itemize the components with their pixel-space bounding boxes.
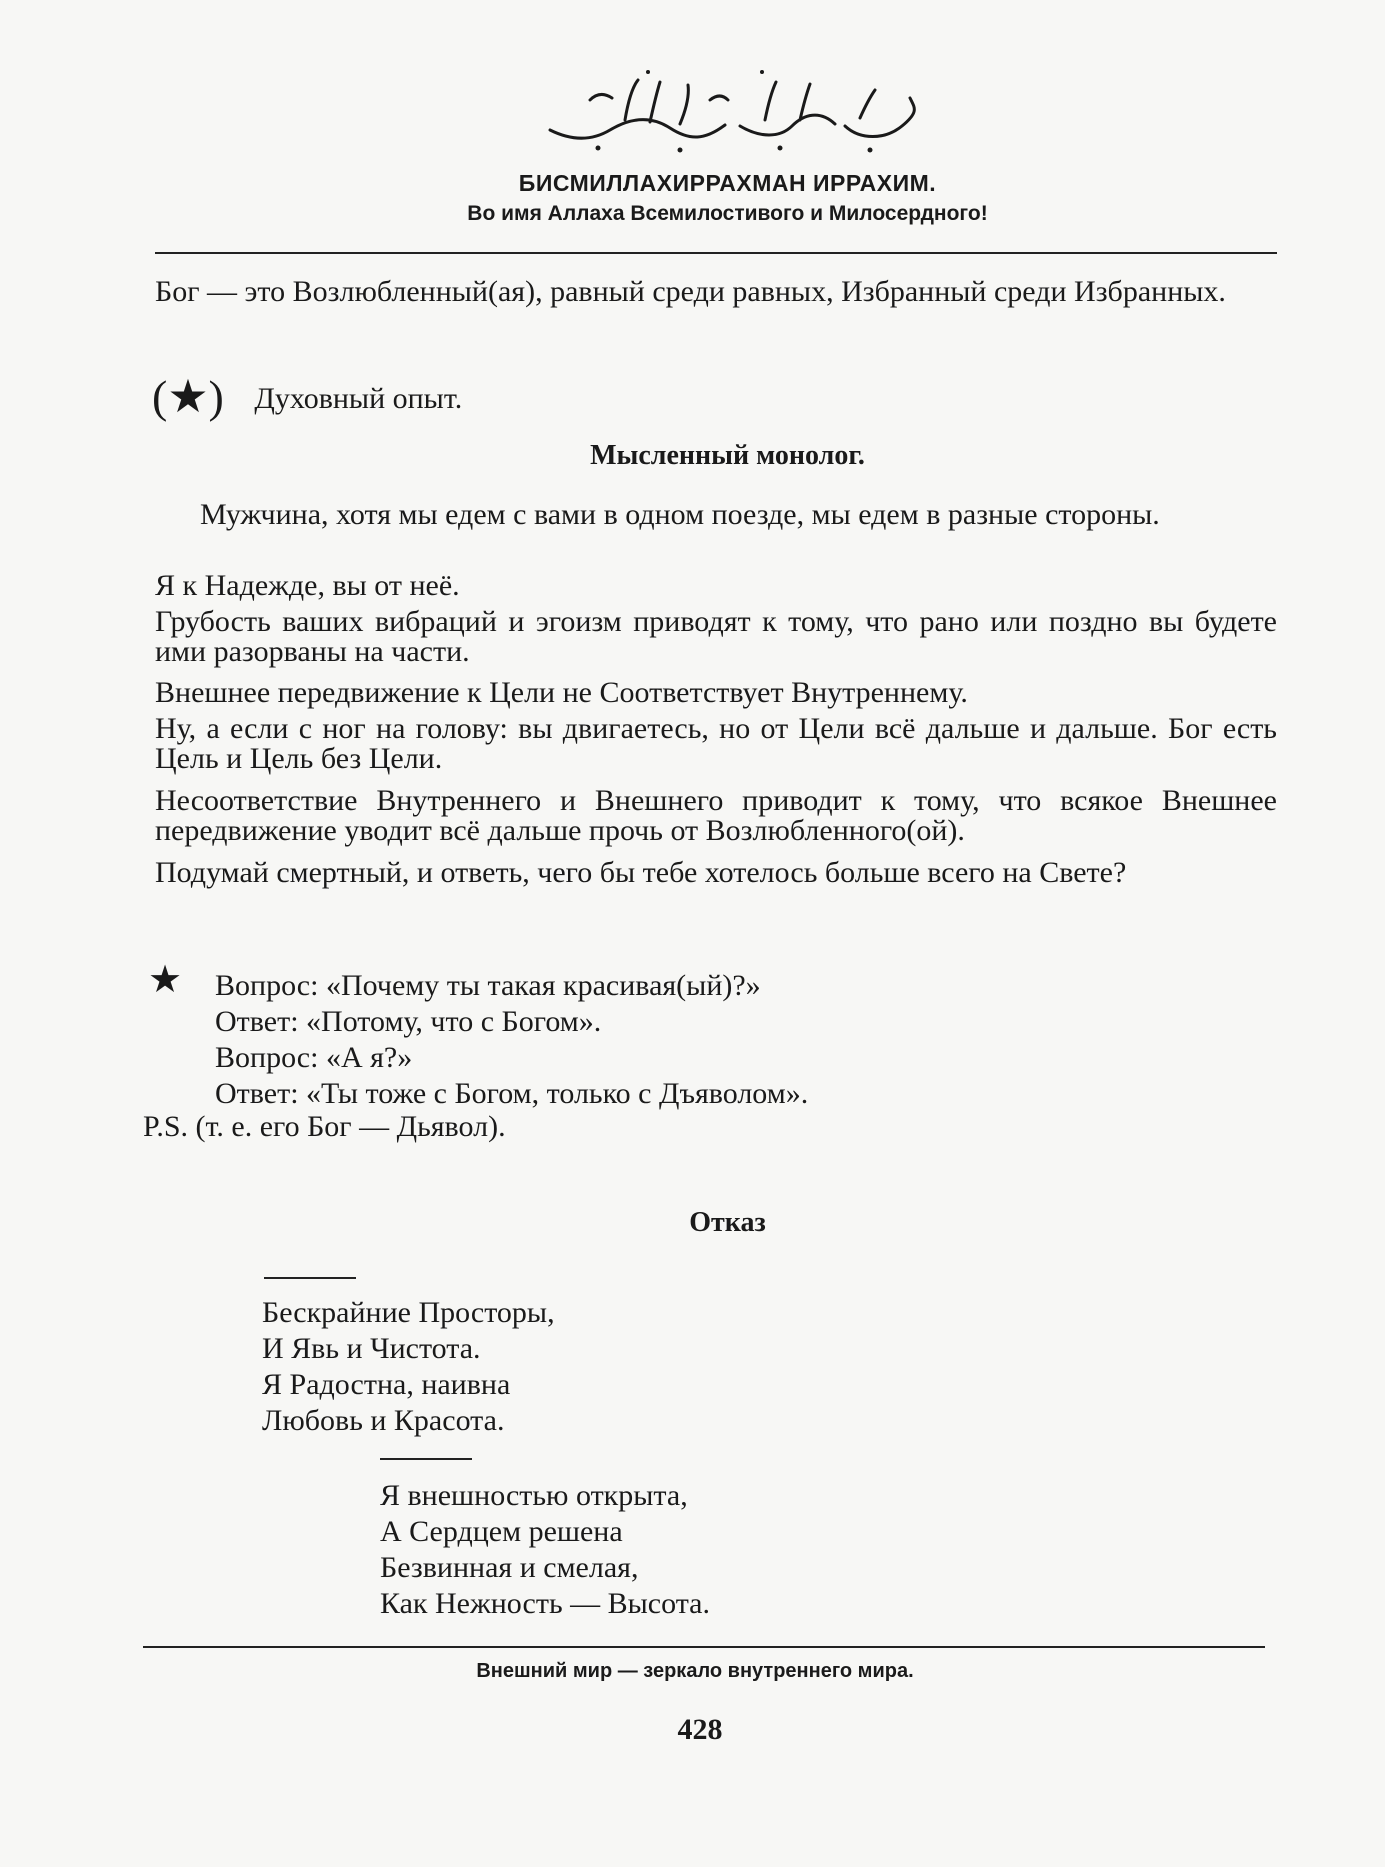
poem-stanza-1 [262, 1295, 555, 1439]
dialog-line: Вопрос: «А я?» [215, 1041, 413, 1074]
poem-line: А Сердцем решена [380, 1515, 623, 1548]
dialog-line: Вопрос: «Почему ты такая красивая(ый)?» [215, 969, 761, 1002]
intro-paragraph: Бог — это Возлюбленный(ая), равный среди равных, Избранный среди Избранных. [155, 275, 1226, 308]
monologue-line: Я к Надежде, вы от неё. [155, 569, 460, 602]
poem-line: Бескрайние Просторы, [262, 1296, 555, 1329]
monologue-line: Мужчина, хотя мы едем с вами в одном поезде, мы едем в разные стороны. [200, 498, 1160, 531]
poem-line: Как Нежность — Высота. [380, 1587, 710, 1620]
experience-label: Духовный опыт. [254, 382, 463, 415]
poem-line: Любовь и Красота. [262, 1404, 505, 1437]
monologue-line: Грубость ваших вибраций и эгоизм приводят к тому, что рано или поздно вы будете ими разорваны на части. [155, 605, 1277, 668]
monologue-line: Подумай смертный, и ответь, чего бы тебе хотелось больше всего на Свете? [155, 856, 1127, 889]
stanza-divider [380, 1458, 472, 1460]
dialog-line: Ответ: «Потому, что с Богом». [215, 1005, 602, 1038]
poem-line: Я Радостна, наивна [262, 1368, 511, 1401]
poem-title: Отказ [689, 1207, 766, 1238]
page-number: 428 [677, 1713, 723, 1746]
poem-line: Безвинная и смелая, [380, 1551, 639, 1584]
star-bullet-icon: ★ [148, 959, 183, 1001]
star-in-parens-icon: (★) [152, 371, 224, 422]
header-subtitle: Во имя Аллаха Всемилостивого и Милосердного! [467, 202, 988, 225]
footer-motto: Внешний мир — зеркало внутреннего мира. [476, 1660, 914, 1682]
dialog-block [215, 968, 808, 1112]
header-divider [155, 252, 1277, 254]
poem-line: И Явь и Чистота. [262, 1332, 481, 1365]
poem-line: Я внешностью открыта, [380, 1479, 688, 1512]
header-title: БИСМИЛЛАХИРРАХМАН ИРРАХИМ. [518, 170, 937, 196]
monologue-heading: Мысленный монолог. [590, 440, 865, 471]
experience-line [152, 372, 462, 424]
postscript: P.S. (т. е. его Бог — Дьявол). [143, 1110, 506, 1143]
monologue-line: Несоответствие Внутреннего и Внешнего приводит к тому, что всякое Внешнее передвижение уводит всё дальше прочь от Возлюбленного(ой). [155, 784, 1277, 847]
monologue-line: Внешнее передвижение к Цели не Соответствует Внутреннему. [155, 676, 968, 709]
bismillah-calligraphy [530, 60, 930, 160]
stanza-divider [264, 1277, 356, 1279]
monologue-line: Ну, а если с ног на голову: вы двигаетесь, но от Цели всё дальше и дальше. Бог есть Цель и Цель без Цели. [155, 712, 1277, 775]
footer-divider [143, 1646, 1265, 1648]
poem-stanza-2 [380, 1478, 710, 1622]
dialog-line: Ответ: «Ты тоже с Богом, только с Дъяволом». [215, 1077, 809, 1110]
